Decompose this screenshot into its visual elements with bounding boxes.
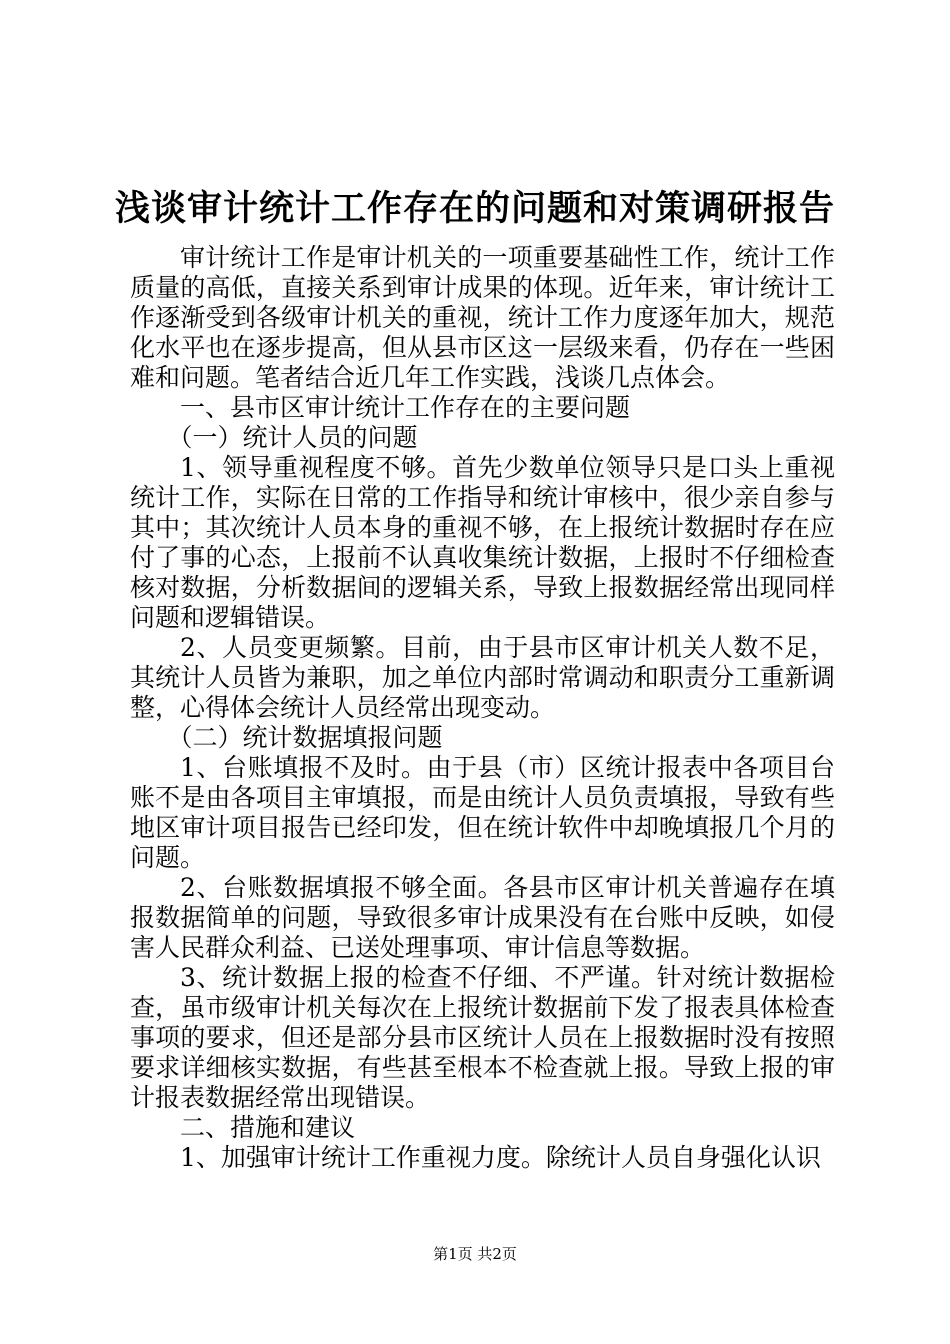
section-heading-1: 一、县市区审计统计工作存在的主要问题: [180, 393, 631, 422]
paragraph-ledger-timeliness: 1、台账填报不及时。由于县（市）区统计报表中各项目台账不是由各项目主审填报，而是由统计人员负责填报，导致有些地区审计项目报告已经印发，但在统计软件中却晚填报几个月的问题。: [130, 753, 835, 872]
paragraph-data-checking: 3、统计数据上报的检查不仔细、不严谨。针对统计数据检查，虽市级审计机关每次在上报统计数据前下发了报表具体检查事项的要求，但还是部分县市区统计人员在上报数据时没有按照要求详细核实数据，有些甚至根本不检查就上报。导致上报的审计报表数据经常出现错误。: [130, 963, 835, 1112]
document-title: 浅谈审计统计工作存在的问题和对策调研报告: [114, 188, 835, 229]
subsection-heading-1: （一）统计人员的问题: [167, 423, 418, 452]
paragraph-ledger-completeness: 2、台账数据填报不够全面。各县市区审计机关普遍存在填报数据简单的问题，导致很多审计成果没有在台账中反映，如侵害人民群众利益、已送处理事项、审计信息等数据。: [130, 873, 835, 962]
intro-paragraph: 审计统计工作是审计机关的一项重要基础性工作，统计工作质量的高低，直接关系到审计成果的体现。近年来，审计统计工作逐渐受到各级审计机关的重视，统计工作力度逐年加大，规范化水平也在逐步提高，但从县市区这一层级来看，仍存在一些困难和问题。笔者结合近几年工作实践，浅谈几点体会。: [130, 243, 835, 392]
page-number-footer: 第1页 共2页: [433, 1245, 517, 1263]
paragraph-leadership: 1、领导重视程度不够。首先少数单位领导只是口头上重视统计工作，实际在日常的工作指导和统计审核中，很少亲自参与其中；其次统计人员本身的重视不够，在上报统计数据时存在应付了事的心态，上报前不认真收集统计数据，上报时不仔细检查核对数据，分析数据间的逻辑关系，导致上报数据经常出现同样问题和逻辑错误。: [130, 453, 835, 632]
paragraph-staff-changes: 2、人员变更频繁。目前，由于县市区审计机关人数不足，其统计人员皆为兼职，加之单位内部时常调动和职责分工重新调整，心得体会统计人员经常出现变动。: [130, 633, 835, 722]
section-heading-2: 二、措施和建议: [180, 1113, 356, 1142]
paragraph-measure-1: 1、加强审计统计工作重视力度。除统计人员自身强化认识: [180, 1143, 821, 1172]
subsection-heading-2: （二）统计数据填报问题: [167, 723, 443, 752]
document-body: [130, 243, 835, 1173]
